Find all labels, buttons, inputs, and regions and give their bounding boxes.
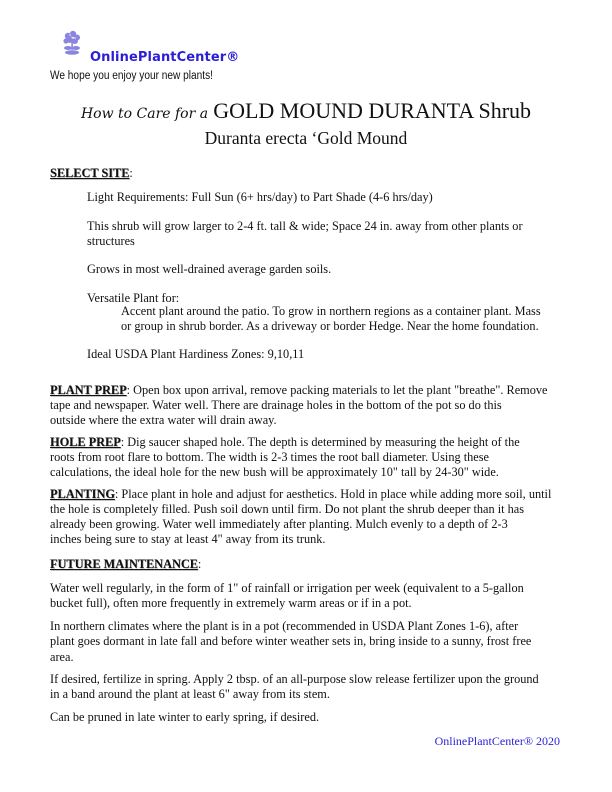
fertilize-line-2: in a band around the plant at least 6" away from its stem. (50, 687, 330, 701)
northern-line-2: plant goes dormant in late fall and before winter weather sets in, bring inside to a sunny, frost free (50, 634, 532, 648)
heading-suffix: : (129, 166, 133, 180)
section-heading: PLANTING (50, 487, 115, 501)
hole-prep-line-2: roots from root flare to bottom. The width is 2-3 times the root ball diameter. Using these (50, 450, 489, 464)
heading-suffix: : (197, 557, 202, 571)
section-heading: FUTURE MAINTENANCE (50, 557, 198, 571)
section-heading: HOLE PREP (50, 435, 121, 449)
title-prefix: How to Care for a (80, 106, 209, 122)
paragraph-text: : Open box upon arrival, remove packing materials to let the plant "breathe". Remove (126, 383, 548, 397)
versatile-line-1: Accent plant around the patio. To grow in northern regions as a container plant. Mass (121, 304, 541, 318)
versatile-line-2: or group in shrub border. As a driveway or border Hedge. Near the home foundation. (121, 319, 539, 333)
future-maintenance-heading-line (50, 557, 201, 572)
select-site-heading-line (50, 166, 133, 181)
paragraph-text: : Place plant in hole and adjust for aesthetics. Hold in place while adding more soil, until (114, 487, 552, 501)
versatile-label: Versatile Plant for: (87, 291, 180, 305)
watering-line-1: Water well regularly, in the form of 1" of rainfall or irrigation per week (equivalent to a 5-gallon (50, 581, 524, 595)
northern-line-3: area. (50, 650, 74, 664)
hardiness-zones: Ideal USDA Plant Hardiness Zones: 9,10,11 (87, 347, 305, 361)
plant-prep-line-3: outside where the extra water will drain away. (50, 413, 277, 427)
size-line-1: This shrub will grow larger to 2-4 ft. tall & wide; Space 24 in. away from other plants or (87, 219, 523, 233)
light-requirements: Light Requirements: Full Sun (6+ hrs/day) to Part Shade (4-6 hrs/day) (87, 190, 433, 204)
plant-prep-line-2: tape and newspaper. Water well. There are drainage holes in the bottom of the pot so do this (50, 398, 502, 412)
paragraph-text: : Dig saucer shaped hole. The depth is determined by measuring the height of the (120, 435, 520, 449)
section-heading: PLANT PREP (50, 383, 127, 397)
pruning-note: Can be pruned in late winter to early spring, if desired. (50, 710, 320, 724)
watering-line-2: bucket full), often more frequently in extremely warm areas or if in a pot. (50, 596, 412, 610)
footer-copyright: OnlinePlantCenter® 2020 (434, 734, 560, 748)
planting-line-4: inches being sure to stay at least 4" away from its trunk. (50, 532, 326, 546)
northern-line-1: In northern climates where the plant is in a pot (recommended in USDA Plant Zones 1-6), after (50, 619, 519, 633)
planting-line-1 (50, 487, 551, 502)
section-heading: SELECT SITE (50, 166, 130, 180)
hole-prep-line-3: calculations, the ideal hole for the new bush will be approximately 10" tall by 24-30" wide. (50, 465, 499, 479)
hole-prep-line-1 (50, 435, 520, 450)
planting-line-3: already been growing. Water well immediately after planting. Mulch evenly to a depth of 2-3 (50, 517, 508, 531)
planting-line-2: the hole is completely filled. Push soil down until firm. Do not plant the shrub deeper than it has (50, 502, 525, 516)
fertilize-line-1: If desired, fertilize in spring. Apply 2 tbsp. of an all-purpose slow release fertilizer upon the ground (50, 672, 539, 686)
flower-icon (60, 30, 84, 56)
size-line-2: structures (87, 234, 135, 248)
plant-prep-line-1 (50, 383, 547, 398)
botanical-name: Duranta erecta ‘Gold Mound (204, 128, 408, 148)
brand-name: OnlinePlantCenter® (90, 50, 240, 65)
tagline: We hope you enjoy your new plants! (50, 70, 213, 82)
title-main: GOLD MOUND DURANTA Shrub (213, 98, 532, 123)
page-title (0, 98, 612, 124)
soil-requirements: Grows in most well-drained average garden soils. (87, 262, 332, 276)
